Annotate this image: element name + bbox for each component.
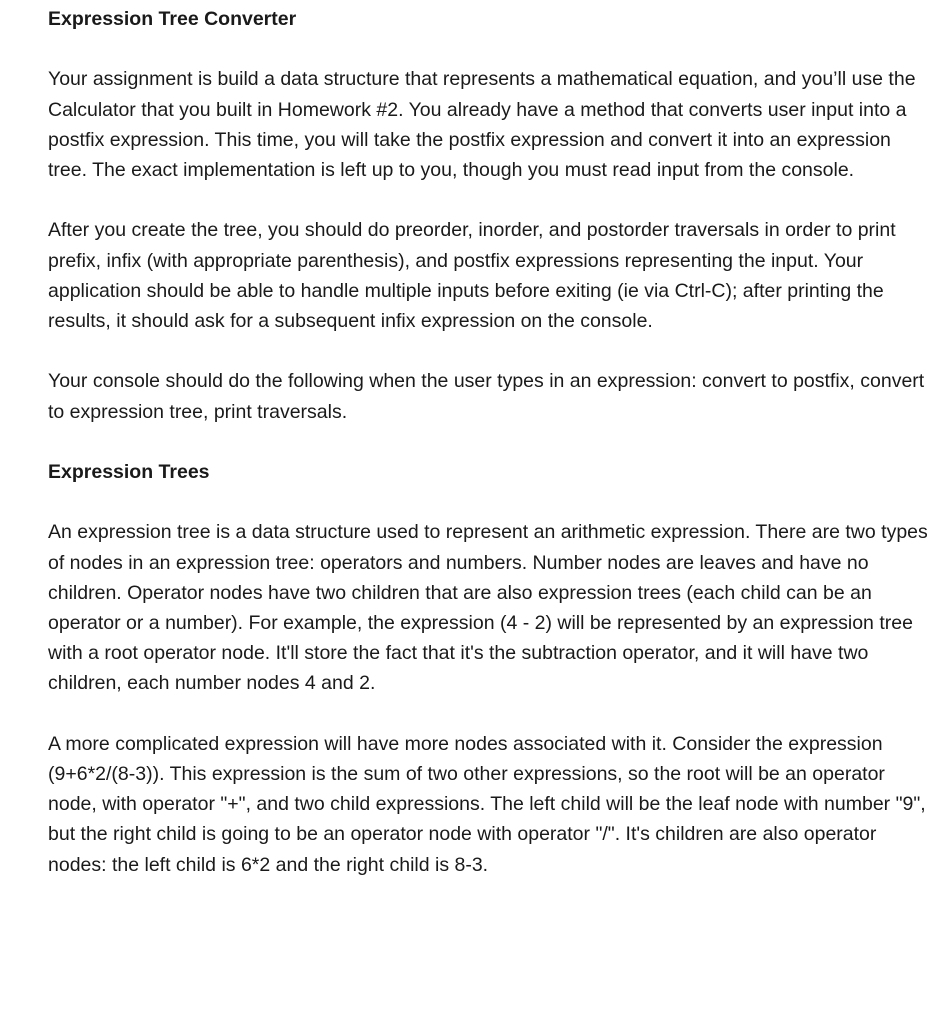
spacer [48, 427, 928, 457]
spacer [48, 34, 928, 64]
spacer [48, 185, 928, 215]
spacer [48, 336, 928, 366]
document-page [48, 4, 928, 880]
paragraph-console-steps: Your console should do the following when the user types in an expression: convert to postfix, convert to expression tree, print traversals. [48, 370, 925, 423]
spacer [48, 699, 928, 729]
spacer [48, 487, 928, 517]
paragraph-traversals: After you create the tree, you should do preorder, inorder, and postorder traversals in order to print prefix, infix (with appropriate parenthesis), and postfix expressions representing the input. Your application should be able to handle multiple inputs before exiting (ie via Ctrl-C); after printing the results, it should ask for a subsequent infix expression on the console. [48, 219, 896, 332]
paragraph-assignment-intro: Your assignment is build a data structure that represents a mathematical equation, and you’ll use the Calculator that you built in Homework #2. You already have a method that converts user input into a postfix expression. This time, you will take the postfix expression and convert it into an expression tree. The exact implementation is left up to you, though you must read input from the console. [48, 68, 916, 181]
heading-expression-tree-converter: Expression Tree Converter [48, 8, 297, 30]
paragraph-complex-example: A more complicated expression will have more nodes associated with it. Consider the expression (9+6*2/(8-3)). This expression is the sum of two other expressions, so the root will be an operator node, with operator "+", and two child expressions. The left child will be the leaf node with number "9", but the right child is going to be an operator node with operator "/". It's children are also operator nodes: the left child is 6*2 and the right child is 8-3. [48, 732, 926, 876]
heading-expression-trees: Expression Trees [48, 460, 210, 483]
paragraph-expression-tree-definition: An expression tree is a data structure used to represent an arithmetic expression. There are two types of nodes in an expression tree: operators and numbers. Number nodes are leaves and have no children. Operator nodes have two children that are also expression trees (each child can be an operator or a number). For example, the expression (4 - 2) will be represented by an expression tree with a root operator node. It'll store the fact that it's the subtraction operator, and it will have two children, each number nodes 4 and 2. [48, 521, 928, 695]
